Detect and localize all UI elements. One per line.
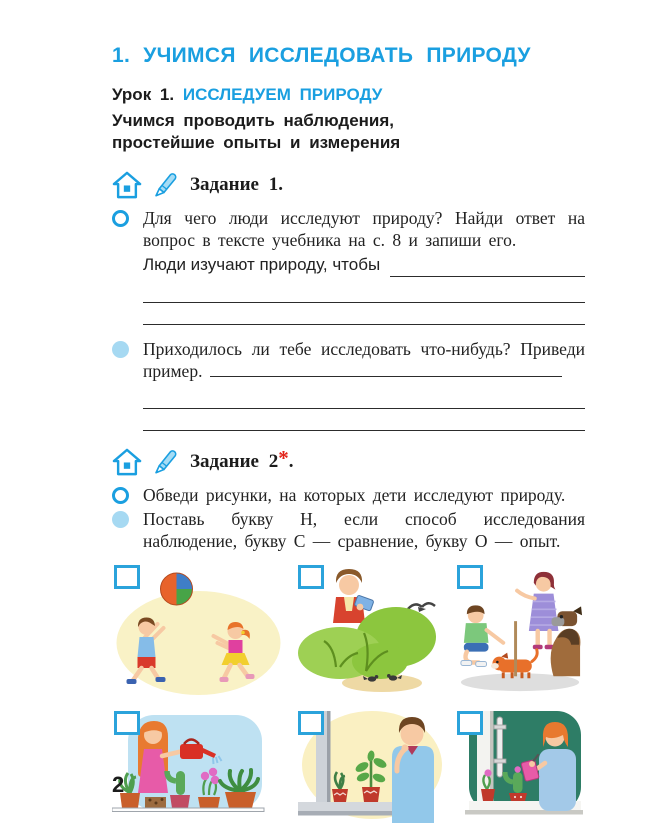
task2-header	[112, 448, 585, 476]
lesson-line	[112, 85, 585, 105]
filled-circle-bullet-icon	[112, 511, 129, 528]
picture-kids-comparing-dogs	[455, 563, 585, 699]
picture-girl-watering-plants	[112, 709, 283, 830]
answer-line[interactable]	[143, 387, 585, 409]
page-content	[112, 44, 585, 830]
open-circle-bullet-icon	[112, 210, 129, 227]
subtitle-line2: простейшие опыты и измерения	[112, 133, 401, 152]
chapter-title: 1. УЧИМСЯ ИССЛЕДОВАТЬ ПРИРОДУ	[112, 44, 531, 67]
answer-line[interactable]	[143, 409, 585, 431]
pencil-icon	[149, 448, 177, 476]
page-number: 2	[112, 772, 125, 797]
picture-girl-taking-notes	[455, 709, 585, 830]
task1-question2-line2: Приведи пример.	[143, 339, 585, 381]
filled-circle-bullet-icon	[112, 341, 129, 358]
picture-kids-playing-ball	[112, 563, 283, 699]
task1-fill-prompt: Люди изучают природу, чтобы	[143, 255, 381, 274]
lesson-label: Урок 1.	[112, 85, 175, 104]
picture-boy-plant-experiment	[296, 709, 442, 830]
star-icon: *	[278, 446, 289, 470]
task1-question1: Для чего люди исследуют природу? Найди ответ на вопрос в тексте учебника на с. 8 и запиши его.	[143, 208, 585, 250]
task2-title: Задание 2*.	[190, 446, 294, 472]
open-circle-bullet-icon	[112, 487, 129, 504]
pencil-icon	[149, 171, 177, 199]
answer-checkbox-1[interactable]	[114, 565, 140, 589]
answer-line[interactable]	[143, 303, 585, 325]
answer-checkbox-2[interactable]	[298, 565, 324, 589]
task1-question2-row	[112, 338, 585, 382]
task1-question2	[143, 338, 585, 382]
lesson-title: ИССЛЕДУЕМ ПРИРОДУ	[182, 85, 383, 104]
answer-checkbox-3[interactable]	[457, 565, 483, 589]
task1-question2-line1: Приходилось ли тебе исследовать что-нибудь?	[143, 339, 521, 359]
answer-checkbox-4[interactable]	[114, 711, 140, 735]
home-icon	[112, 448, 142, 476]
task2-question1-row	[112, 484, 585, 506]
subtitle-line1: Учимся проводить наблюдения,	[112, 111, 395, 130]
answer-blank-2[interactable]	[210, 362, 562, 377]
home-icon	[112, 171, 142, 199]
task1-header	[112, 171, 585, 199]
picture-boy-observing-birds	[296, 563, 442, 699]
answer-checkbox-6[interactable]	[457, 711, 483, 735]
answer-line[interactable]	[143, 281, 585, 303]
task2-question1: Обведи рисунки, на которых дети исследуют природу.	[143, 485, 566, 505]
task1-fill-row	[143, 253, 585, 277]
task1-title: Задание 1.	[190, 174, 283, 195]
lesson-subtitle	[112, 110, 585, 154]
task1-question1-row	[112, 207, 585, 251]
task2-question2: Поставь букву Н, если способ исследования наблюдение, букву С — сравнение, букву О — опыт.	[143, 509, 585, 551]
answer-blank-1[interactable]	[390, 256, 585, 277]
pictures-grid	[112, 563, 585, 830]
answer-checkbox-5[interactable]	[298, 711, 324, 735]
task2-question2-row	[112, 508, 585, 552]
